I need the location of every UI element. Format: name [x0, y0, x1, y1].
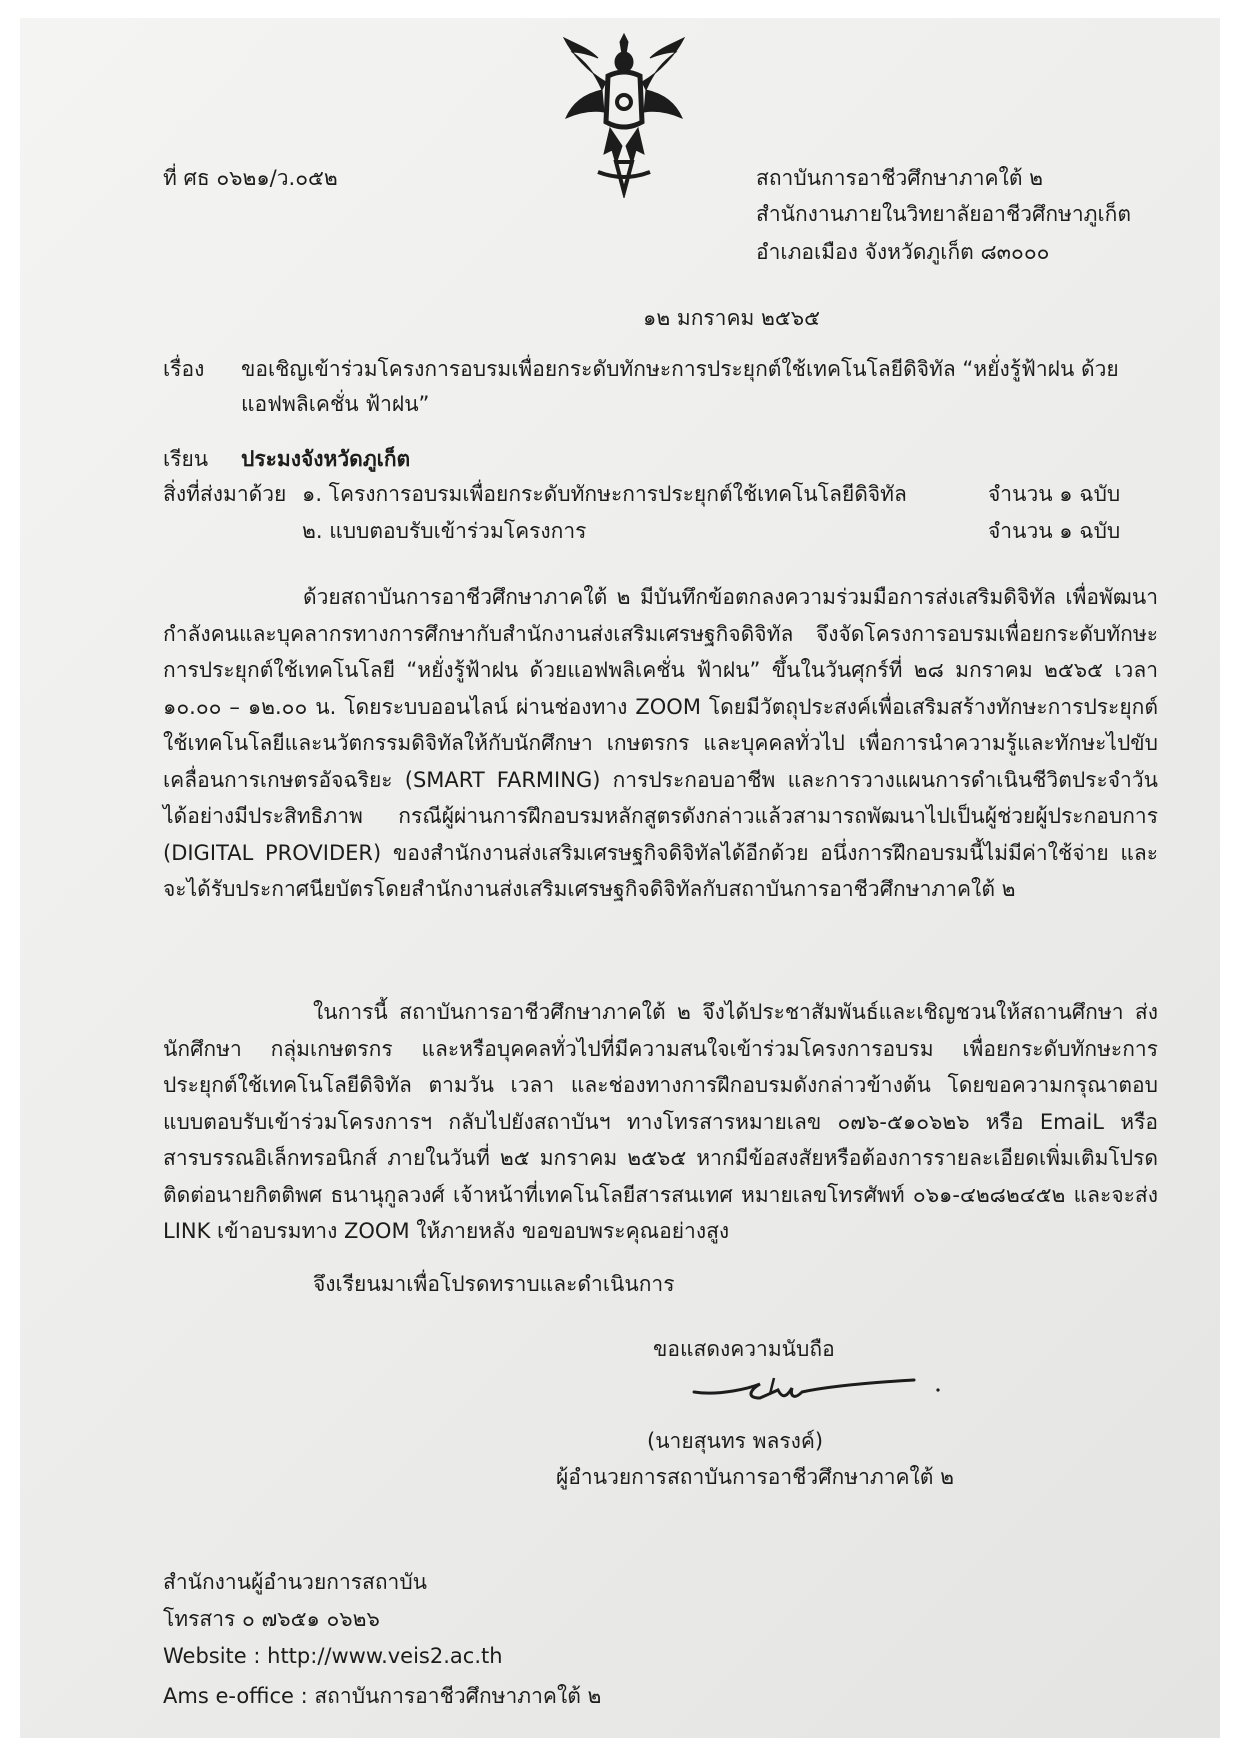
body-paragraph-1: ด้วยสถาบันการอาชีวศึกษาภาคใต้ ๒ มีบันทึกข้อตกลงความร่วมมือการส่งเสริมดิจิทัล เพื่อพัฒนากำลังคนและบุคลากรทางการศึกษากับสำนักงานส่งเสริมเศรษฐกิจดิจิทัล จึงจัดโครงการอบรมเพื่อยกระดับทักษะการประยุกต์ใช้เทคโนโลยี “หยั่งรู้ฟ้าฝน ด้วยแอฟพลิเคชั่น ฟ้าฝน” ขึ้นในวันศุกร์ที่ ๒๘ มกราคม ๒๕๖๕ เวลา ๑๐.๐๐ – ๑๒.๐๐ น. โดยระบบออนไลน์ ผ่านช่องทาง ZOOM โดยมีวัตถุประสงค์เพื่อเสริมสร้างทักษะการประยุกต์ใช้เทคโนโลยีและนวัตกรรมดิจิทัลให้กับนักศึกษา เกษตรกร และบุคคลทั่วไป เพื่อการนำความรู้และทักษะไปขับเคลื่อนการเกษตรอัจฉริยะ (SMART FARMING) การประกอบอาชีพ และการวางแผนการดำเนินชีวิตประจำวันได้อย่างมีประสิทธิภาพ กรณีผู้ผ่านการฝึกอบรมหลักสูตรดังกล่าวแล้วสามารถพัฒนาไปเป็นผู้ช่วยผู้ประกอบการ (DIGITAL PROVIDER) ของสำนักงานส่งเสริมเศรษฐกิจดิจิทัลได้อีกด้วย อนึ่งการฝึกอบรมนี้ไม่มีค่าใช้จ่าย และจะได้รับประกาศนียบัตรโดยสำนักงานส่งเสริมเศรษฐกิจดิจิทัลกับสถาบันการอาชีวศึกษาภาคใต้ ๒: [163, 585, 1158, 901]
body-paragraph-2: ในการนี้ สถาบันการอาชีวศึกษาภาคใต้ ๒ จึงได้ประชาสัมพันธ์และเชิญชวนให้สถานศึกษา ส่งนักศึกษา กลุ่มเกษตรกร และหรือบุคคลทั่วไปที่มีความสนใจเข้าร่วมโครงการอบรม เพื่อยกระดับทักษะการประยุกต์ใช้เทคโนโลยีดิจิทัล ตามวัน เวลา และช่องทางการฝึกอบรมดังกล่าวข้างต้น โดยขอความกรุณาตอบแบบตอบรับเข้าร่วมโครงการฯ กลับไปยังสถาบันฯ ทางโทรสารหมายเลข ๐๗๖-๕๑๐๖๒๖ หรือ EmaiL หรือสารบรรณอิเล็กทรอนิกส์ ภายในวันที่ ๒๕ มกราคม ๒๕๖๕ หากมีข้อสงสัยหรือต้องการรายละเอียดเพิ่มเติมโปรดติดต่อนายกิตติพศ ธนานุกูลวงศ์ เจ้าหน้าที่เทคโนโลยีสารสนเทศ หมายเลขโทรศัพท์ ๐๖๑-๔๒๘๒๔๕๒ และจะส่ง LINK เข้าอบรมทาง ZOOM ให้ภายหลัง ขอขอบพระคุณอย่างสูง: [163, 1000, 1158, 1243]
signer-name: (นายสุนทร พลรงค์): [647, 1429, 824, 1453]
enclosure-label: สิ่งที่ส่งมาด้วย: [163, 482, 287, 506]
letter-date: ๑๒ มกราคม ๒๕๖๕: [643, 306, 821, 330]
subject-line-2: แอฟพลิเคชั่น ฟ้าฝน”: [241, 392, 430, 416]
footer-eoffice: Ams e-office : สถาบันการอาชีวศึกษาภาคใต้ ๒: [163, 1684, 602, 1708]
signer-title: ผู้อำนวยการสถาบันการอาชีวศึกษาภาคใต้ ๒: [556, 1465, 954, 1489]
recipient-value: ประมงจังหวัดภูเก็ต: [241, 447, 411, 471]
footer-fax: โทรสาร ๐ ๗๖๕๑ ๐๖๒๖: [163, 1607, 380, 1631]
closing-salutation: ขอแสดงความนับถือ: [653, 1337, 835, 1361]
reference-number: ที่ ศธ ๐๖๒๑/ว.๐๕๒: [163, 166, 338, 190]
enclosure-item-1: ๑. โครงการอบรมเพื่อยกระดับทักษะการประยุกต์ใช้เทคโนโลยีดิจิทัล: [302, 482, 907, 506]
recipient-label: เรียน: [163, 447, 209, 471]
enclosure-item-2: ๒. แบบตอบรับเข้าร่วมโครงการ: [302, 519, 587, 543]
subject-label: เรื่อง: [163, 357, 205, 381]
sender-line-1: สถาบันการอาชีวศึกษาภาคใต้ ๒: [756, 166, 1044, 190]
footer-office: สำนักงานผู้อำนวยการสถาบัน: [163, 1570, 428, 1594]
closing-request: จึงเรียนมาเพื่อโปรดทราบและดำเนินการ: [313, 1272, 675, 1296]
garuda-emblem-icon: [558, 32, 690, 198]
sender-line-2: สำนักงานภายในวิทยาลัยอาชีวศึกษาภูเก็ต: [756, 202, 1132, 226]
subject-line-1: ขอเชิญเข้าร่วมโครงการอบรมเพื่อยกระดับทักษะการประยุกต์ใช้เทคโนโลยีดิจิทัล “หยั่งรู้ฟ้าฝน ด้วย: [241, 357, 1119, 381]
sender-line-3: อำเภอเมือง จังหวัดภูเก็ต ๘๓๐๐๐: [756, 240, 1050, 264]
enclosure-qty-1: จำนวน ๑ ฉบับ: [988, 482, 1121, 506]
footer-website: Website : http://www.veis2.ac.th: [163, 1644, 503, 1668]
enclosure-qty-2: จำนวน ๑ ฉบับ: [988, 519, 1121, 543]
signature-mark: [690, 1368, 950, 1408]
